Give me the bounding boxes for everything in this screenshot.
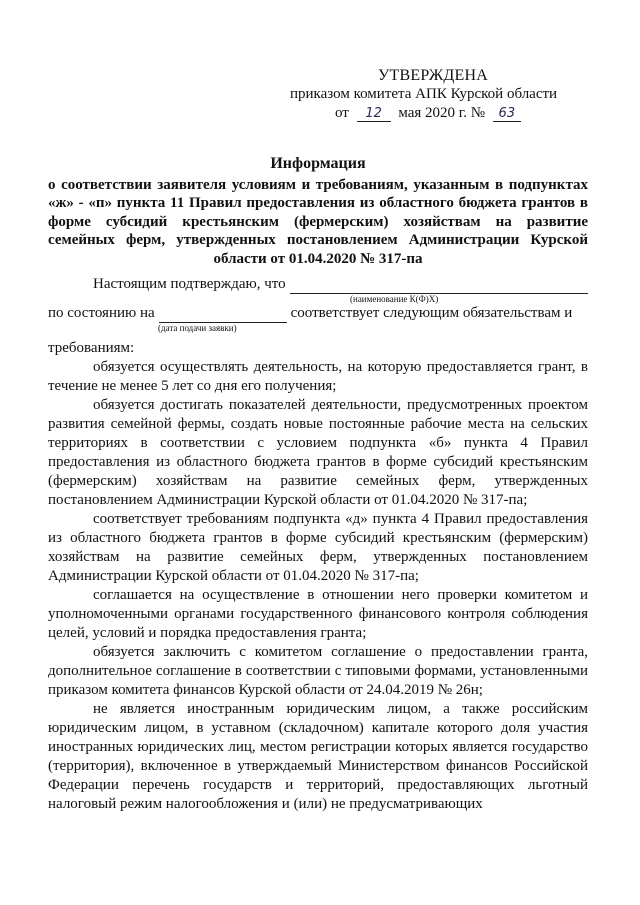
obligation-paragraph: обязуется достигать показателей деятельности, предусмотренных проектом развития семейной фермы, создать новые постоянные рабочие места на сельских территориях в соответствии с условием подпункта «б» пункта 4 Правил предоставления из областного бюджета грантов в форме субсидий крестьянским (фермерским) хозяйствам на развитие семейных ферм, утвержденных постановлением Администрации Курской области от 01.04.2020 № 317-па; [48, 397, 588, 508]
obligation-paragraph: обязуется заключить с комитетом соглашение о предоставлении гранта, дополнительное соглашение в соответствии с типовыми формами, установленными приказом комитета финансов Курской области от 24.04.2019 № 26н; [48, 644, 588, 698]
approval-number-handwritten: 63 [493, 107, 521, 122]
state-prefix-text: по состоянию на [48, 305, 155, 321]
approval-stamp [290, 66, 590, 123]
farm-name-blank [290, 278, 588, 294]
requirements-label: требованиям: [48, 340, 135, 356]
confirm-state-row [48, 304, 588, 323]
approval-month-year: мая 2020 г. № [398, 105, 486, 121]
confirmation-section [48, 275, 588, 333]
approval-date-prefix: от [335, 105, 349, 121]
obligations-list [48, 339, 588, 814]
confirm-intro-row [48, 275, 588, 294]
approval-order-line: приказом комитета АПК Курской области [290, 86, 558, 102]
approval-title: УТВЕРЖДЕНА [378, 67, 489, 84]
farm-name-caption: (наименование К(Ф)Х) [350, 294, 439, 304]
obligation-paragraph: соответствует требованиям подпункта «д» пункта 4 Правил предоставления из областного бюджета грантов в форме субсидий крестьянским (фермерским) хозяйствам на развитие семейных ферм, утвержденных постановлением Администрации Курской области от 01.04.2020 № 317-па; [48, 511, 588, 584]
obligation-paragraph: соглашается на осуществление в отношении него проверки комитетом и уполномоченными органами государственного финансового контроля соблюдения целей, условий и порядка предоставления гранта; [48, 587, 588, 641]
title-main: Информация [270, 155, 366, 172]
obligation-paragraph: обязуется осуществлять деятельность, на которую предоставляется грант, в течение не менее 5 лет со дня его получения; [48, 359, 588, 394]
state-suffix-text: соответствует следующим обязательствам и [290, 305, 573, 321]
title-subtitle: о соответствии заявителя условиям и требованиям, указанным в подпунктах «ж» - «п» пункта 11 Правил предоставления из областного бюджета грантов в форме субсидий крестьянским (фермерским) хозяйствам на развитие семейных ферм, утвержденных постановлением Администрации Курской области от 01.04.2020 № 317-па [48, 176, 588, 267]
application-date-caption: (дата подачи заявки) [158, 323, 237, 333]
obligation-paragraph: не является иностранным юридическим лицом, а также российским юридическим лицом, в уставном (складочном) капитале которого доля участия иностранных юридических лиц, местом регистрации которых является государство (территория), включенное в утверждаемый Министерством финансов Российской Федерации перечень государств и территорий, предоставляющих льготный налоговый режим налогообложения и (или) не предусматривающих [48, 701, 588, 812]
application-date-blank [159, 307, 287, 323]
approval-date-line [290, 104, 590, 123]
approval-day-handwritten: 12 [357, 107, 391, 122]
confirm-intro-text: Настоящим подтверждаю, что [93, 276, 286, 292]
document-title [48, 155, 588, 268]
